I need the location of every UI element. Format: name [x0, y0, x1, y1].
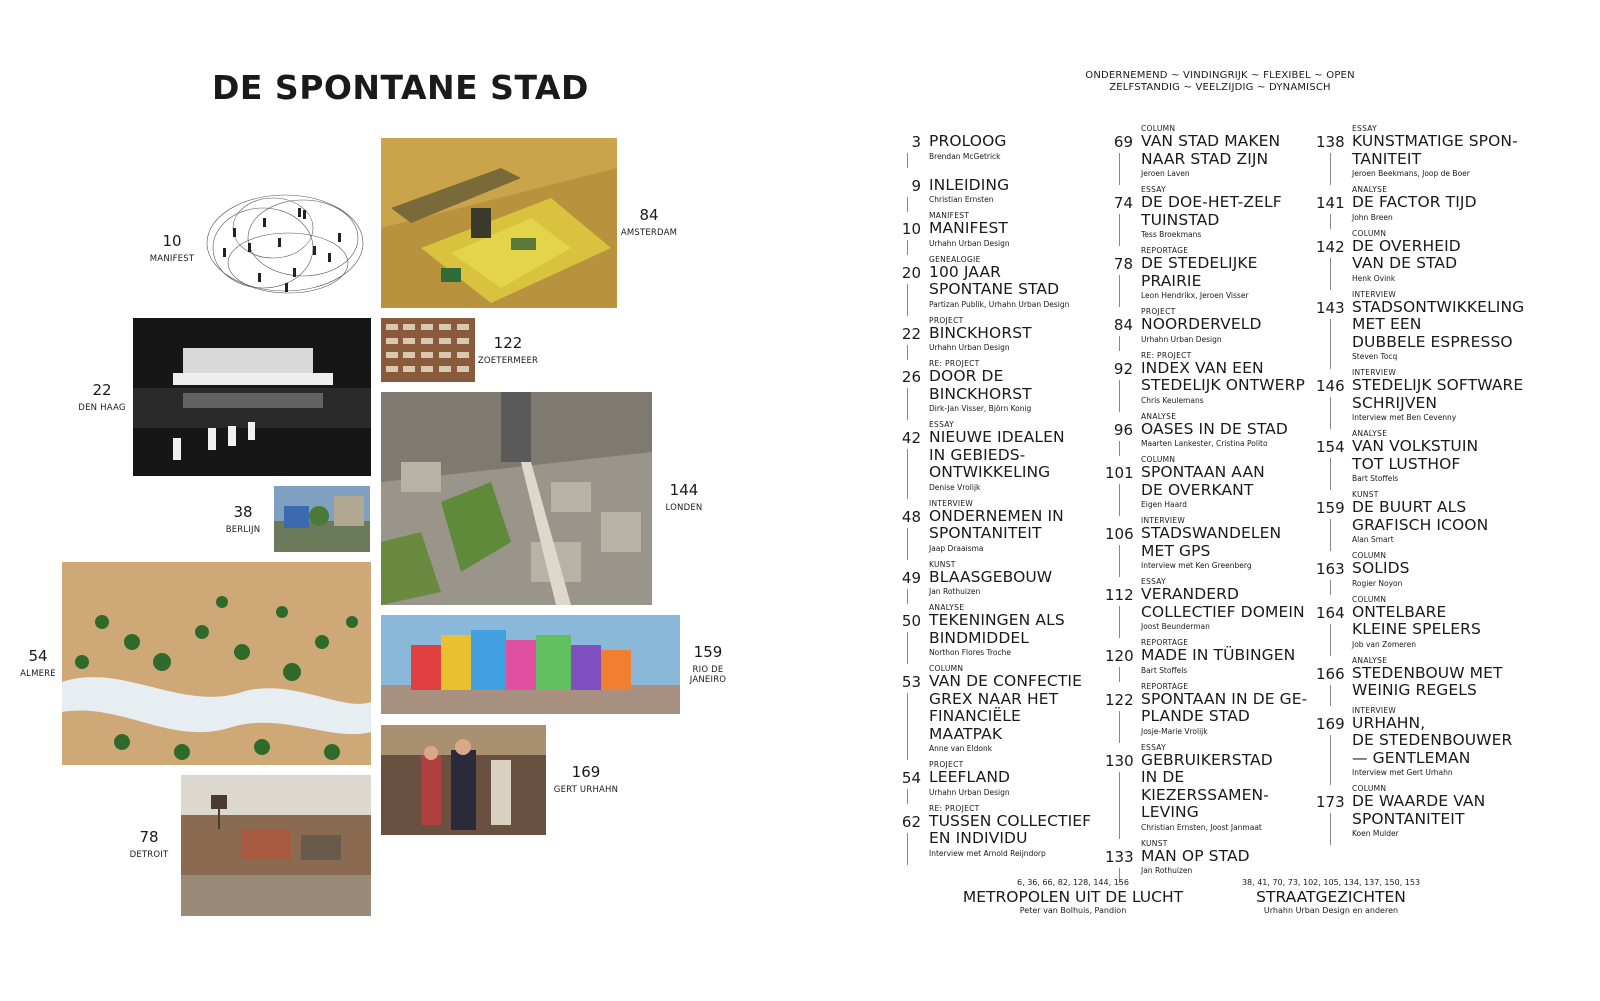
toc-connector-line [907, 240, 913, 255]
toc-entry [893, 499, 1098, 554]
toc-title: DE BUURT ALS GRAFISCH ICOON [1352, 498, 1489, 534]
photo-zoetermeer [381, 318, 475, 382]
toc-author: Interview met Ben Cevenny [1352, 413, 1457, 422]
toc-author: Joost Beunderman [1141, 622, 1210, 631]
toc-author: Jan Rothuizen [1141, 866, 1193, 875]
toc-entry [893, 603, 1098, 658]
photo-label [550, 763, 622, 795]
toc-category: INTERVIEW [1352, 705, 1397, 715]
toc-category: ESSAY [1141, 577, 1167, 586]
toc-entry [893, 804, 1098, 859]
photo-page-number: 78 [139, 828, 159, 846]
toc-author: Koen Mulder [1352, 829, 1399, 838]
toc-page-number: 138 [1316, 133, 1345, 151]
toc-connector-line [907, 345, 913, 360]
toc-page-number: 106 [1105, 525, 1134, 543]
toc-page-number: 10 [901, 220, 921, 238]
toc-title: URHAHN, DE STEDENBOUWER — GENTLEMAN [1352, 713, 1513, 767]
toc-category: KUNST [1141, 838, 1168, 848]
toc-connector-line [1119, 214, 1125, 246]
toc-page-number: 78 [1113, 255, 1133, 273]
toc-page-number: 96 [1113, 420, 1133, 439]
toc-page-number: 146 [1316, 377, 1345, 395]
toc-title: VAN VOLKSTUIN TOT LUSTHOF [1352, 437, 1479, 473]
toc-page-number: 50 [901, 612, 921, 630]
toc-entry [1316, 185, 1526, 223]
toc-page-number: 62 [901, 812, 921, 831]
toc-title: INDEX VAN EEN STEDELIJK ONTWERP [1141, 358, 1305, 394]
toc-entry [1105, 307, 1315, 345]
toc-entry [893, 420, 1098, 493]
photo-page-number: 169 [571, 763, 601, 781]
toc-author: Henk Ovink [1352, 273, 1396, 283]
photo-place: BERLIJN [225, 525, 261, 535]
photo-place: MANIFEST [149, 254, 195, 264]
toc-author: Northon Flores Troche [929, 648, 1011, 657]
toc-author: Jeroen Laven [1141, 169, 1190, 178]
toc-category: REPORTAGE [1141, 638, 1189, 647]
toc-column-3 [1316, 124, 1526, 845]
toc-entry [1105, 638, 1315, 676]
toc-page-number: 48 [901, 507, 921, 526]
toc-page-number: 22 [901, 324, 921, 343]
toc-page-number: 142 [1316, 237, 1345, 256]
toc-page-number: 122 [1105, 690, 1134, 709]
toc-page-number: 141 [1316, 194, 1345, 212]
toc-page-number: 154 [1316, 438, 1345, 456]
toc-entry [1105, 185, 1315, 240]
toc-author: Partizan Publik, Urhahn Urban Design [929, 299, 1070, 309]
photo-place: AMSTERDAM [620, 228, 678, 238]
toc-connector-line [1330, 519, 1336, 551]
toc-category: ESSAY [1352, 124, 1378, 133]
toc-column-1 [893, 124, 1098, 865]
photo-label [72, 381, 132, 413]
toc-connector-line [907, 833, 913, 865]
toc-title: SPONTAAN AAN DE OVERKANT [1141, 463, 1265, 499]
toc-title: VERANDERD COLLECTIEF DOMEIN [1141, 585, 1305, 621]
toc-connector-line [907, 589, 913, 604]
photo-page-number: 122 [493, 334, 523, 352]
photo-place: LONDEN [665, 503, 703, 513]
toc-title: PROLOOG [929, 132, 1007, 150]
toc-page-number: 92 [1113, 359, 1133, 378]
toc-title: VAN DE CONFECTIE GREX NAAR HET FINANCIËLE MAATPAK [929, 672, 1082, 743]
toc-category: ANALYSE [1141, 411, 1177, 421]
toc-category: ANALYSE [1352, 655, 1388, 665]
toc-author: Urhahn Urban Design [1141, 334, 1222, 344]
photo-amsterdam [381, 138, 617, 308]
toc-category: RE: PROJECT [929, 803, 980, 813]
toc-connector-line [1330, 319, 1336, 369]
bottom-series-streets [1226, 878, 1436, 916]
toc-title: SPONTAAN IN DE GE- PLANDE STAD [1141, 689, 1308, 725]
toc-connector-line [907, 197, 913, 212]
toc-category: ESSAY [929, 420, 955, 429]
toc-entry [1105, 682, 1315, 737]
toc-author: Jan Rothuizen [929, 587, 981, 596]
photo-label [213, 503, 273, 535]
toc-title: ONDERNEMEN IN SPONTANITEIT [929, 506, 1064, 542]
toc-entry [1105, 743, 1315, 833]
toc-author: Leon Hendrikx, Jeroen Visser [1141, 291, 1249, 300]
toc-connector-line [907, 388, 913, 420]
toc-entry [893, 560, 1098, 598]
toc-author: Eigen Haard [1141, 500, 1187, 509]
toc-entry [1105, 577, 1315, 632]
toc-category: INTERVIEW [1352, 289, 1397, 299]
series-title: METROPOLEN UIT DE LUCHT [962, 888, 1184, 906]
toc-connector-line [907, 153, 913, 168]
toc-page-number: 84 [1113, 316, 1133, 334]
photo-place: DETROIT [129, 850, 169, 860]
page-title: DE SPONTANE STAD [212, 68, 589, 107]
toc-entry [1105, 839, 1315, 877]
toc-author: Dirk-Jan Visser, Björn Konig [929, 404, 1032, 413]
toc-connector-line [1330, 397, 1336, 429]
photo-berlijn [274, 486, 370, 552]
toc-author: Jaap Draaisma [929, 543, 984, 553]
toc-category: PROJECT [929, 315, 964, 325]
toc-entry [1316, 368, 1526, 423]
photo-den-haag [133, 318, 371, 476]
toc-author: Josje-Marie Vrolijk [1141, 726, 1208, 736]
toc-connector-line [907, 632, 913, 664]
toc-entry [1316, 656, 1526, 700]
tagline-line-1: ONDERNEMEND ~ VINDINGRIJK ~ FLEXIBEL ~ OPEN [1085, 70, 1355, 81]
toc-category: MANIFEST [929, 211, 970, 220]
photo-place: ALMERE [20, 669, 56, 679]
toc-author: Christian Ernsten [929, 195, 994, 204]
toc-connector-line [1119, 380, 1125, 412]
toc-connector-line [1119, 545, 1125, 577]
photo-label [680, 643, 736, 685]
toc-entry [893, 168, 1098, 206]
toc-category: KUNST [1352, 490, 1379, 499]
toc-page-number: 133 [1105, 847, 1134, 866]
toc-connector-line [1119, 711, 1125, 743]
toc-connector-line [1330, 580, 1336, 595]
toc-page-number: 169 [1316, 714, 1345, 733]
toc-author: Brendan McGetrick [929, 151, 1001, 161]
toc-page-number: 74 [1113, 194, 1133, 212]
toc-entry [893, 664, 1098, 754]
photo-label [654, 481, 714, 513]
toc-title: MAN OP STAD [1141, 846, 1250, 865]
toc-title: STADSWANDELEN MET GPS [1141, 524, 1282, 560]
toc-category: COLUMN [1352, 594, 1387, 604]
toc-connector-line [907, 284, 913, 316]
toc-entry [1105, 124, 1315, 179]
toc-title: DE DOE-HET-ZELF TUINSTAD [1141, 193, 1282, 229]
toc-title: STEDELIJK SOFTWARE SCHRIJVEN [1352, 376, 1524, 412]
toc-title: NOORDERVELD [1141, 315, 1262, 333]
toc-category: REPORTAGE [1141, 681, 1189, 691]
toc-author: Interview met Ken Greenberg [1141, 561, 1252, 570]
toc-page-number: 53 [901, 673, 921, 691]
toc-title: ONTELBARE KLEINE SPELERS [1352, 602, 1481, 638]
toc-page-number: 120 [1105, 647, 1134, 665]
photo-label [142, 232, 202, 264]
photo-place: RIO DE JANEIRO [689, 665, 727, 685]
photo-place: GERT URHAHN [553, 785, 619, 795]
toc-title: DE OVERHEID VAN DE STAD [1352, 236, 1461, 272]
toc-title: VAN STAD MAKEN NAAR STAD ZIJN [1141, 132, 1281, 168]
toc-category: PROJECT [1141, 307, 1176, 316]
photo-label [10, 647, 66, 679]
toc-author: Job van Zomeren [1352, 639, 1417, 649]
toc-entry [893, 211, 1098, 249]
toc-category: COLUMN [1141, 455, 1176, 464]
toc-entry [1316, 429, 1526, 484]
photo-page-number: 38 [233, 503, 253, 521]
toc-author: Urhahn Urban Design [929, 238, 1010, 248]
manifest-diagram [203, 188, 368, 306]
toc-page-number: 49 [901, 568, 921, 587]
toc-connector-line [1119, 275, 1125, 307]
toc-category: ANALYSE [929, 603, 965, 612]
series-pages: 6, 36, 66, 82, 128, 144, 156 [1017, 878, 1129, 887]
photo-page-number: 144 [669, 481, 699, 499]
toc-author: Alan Smart [1352, 535, 1394, 544]
toc-page-number: 69 [1113, 133, 1133, 151]
toc-author: Anne van Eldonk [929, 744, 993, 753]
photo-almere [62, 562, 371, 765]
toc-category: PROJECT [929, 760, 964, 769]
toc-page-number: 166 [1316, 664, 1345, 683]
toc-category: GENEALOGIE [929, 254, 981, 264]
toc-entry [1316, 706, 1526, 779]
photo-gert-urhahn [381, 725, 546, 835]
tagline [1060, 70, 1380, 94]
toc-connector-line [1119, 606, 1125, 638]
toc-page-number: 143 [1316, 298, 1345, 317]
toc-category: COLUMN [1352, 551, 1387, 560]
toc-connector-line [1119, 484, 1125, 516]
tagline-line-2: ZELFSTANDIG ~ VEELZIJDIG ~ DYNAMISCH [1109, 82, 1331, 93]
toc-title: TEKENINGEN ALS BINDMIDDEL [929, 611, 1065, 647]
toc-entry [1316, 784, 1526, 839]
toc-category: INTERVIEW [1141, 516, 1186, 525]
toc-page-number: 101 [1105, 464, 1134, 482]
toc-title: DE FACTOR TIJD [1352, 193, 1477, 211]
toc-title: DOOR DE BINCKHORST [929, 367, 1032, 403]
toc-title: LEEFLAND [929, 768, 1011, 786]
toc-entry [1316, 290, 1526, 363]
toc-entry [1105, 246, 1315, 301]
toc-category: KUNST [929, 559, 956, 569]
toc-title: SOLIDS [1352, 559, 1410, 577]
photo-page-number: 10 [162, 232, 182, 250]
toc-category: COLUMN [1352, 784, 1387, 793]
bottom-series-aerial [955, 878, 1191, 916]
toc-entry [893, 316, 1098, 354]
toc-author: John Breen [1352, 212, 1393, 222]
toc-author: Denise Vrolijk [929, 482, 981, 492]
toc-title: 100 JAAR SPONTANE STAD [929, 262, 1060, 298]
toc-connector-line [1119, 441, 1125, 456]
toc-author: Maarten Lankester, Cristina Polito [1141, 439, 1268, 448]
photo-page-number: 84 [639, 206, 659, 224]
toc-title: MADE IN TÜBINGEN [1141, 646, 1296, 664]
toc-connector-line [1330, 735, 1336, 785]
toc-category: ANALYSE [1352, 429, 1388, 438]
photo-page-number: 159 [693, 643, 723, 661]
toc-connector-line [1119, 667, 1125, 682]
toc-connector-line [907, 528, 913, 560]
toc-page-number: 173 [1316, 793, 1345, 811]
toc-entry [1105, 351, 1315, 406]
toc-entry [1105, 412, 1315, 450]
toc-title: OASES IN DE STAD [1141, 419, 1288, 438]
toc-page-number: 130 [1105, 751, 1134, 770]
toc-entry [1316, 124, 1526, 179]
toc-title: STADSONTWIKKELING MET EEN DUBBELE ESPRESSO [1352, 297, 1525, 351]
toc-title: DE STEDELIJKE PRAIRIE [1141, 254, 1258, 290]
series-pages: 38, 41, 70, 73, 102, 105, 134, 137, 150, 153 [1241, 878, 1421, 887]
toc-entry [1105, 516, 1315, 571]
photo-page-number: 54 [28, 647, 48, 665]
toc-column-2 [1105, 124, 1315, 882]
toc-category: REPORTAGE [1141, 246, 1189, 255]
photo-label [618, 206, 680, 238]
photo-label [119, 828, 179, 860]
toc-entry [1316, 595, 1526, 650]
toc-entry [1316, 551, 1526, 589]
photo-place: DEN HAAG [78, 403, 126, 413]
toc-category: COLUMN [1352, 228, 1387, 238]
toc-connector-line [1119, 336, 1125, 351]
toc-category: ESSAY [1141, 185, 1167, 194]
toc-category: ANALYSE [1352, 185, 1388, 194]
toc-page-number: 3 [911, 133, 921, 151]
toc-title: DE WAARDE VAN SPONTANITEIT [1352, 792, 1486, 828]
toc-entry [893, 255, 1098, 310]
toc-category: RE: PROJECT [929, 359, 980, 368]
series-author: Peter van Bolhuis, Pandion [1019, 906, 1127, 915]
toc-entry [1316, 229, 1526, 284]
series-author: Urhahn Urban Design en anderen [1263, 906, 1399, 915]
toc-author: Urhahn Urban Design [929, 343, 1010, 352]
toc-title: INLEIDING [929, 175, 1010, 194]
toc-category: RE: PROJECT [1141, 350, 1192, 360]
toc-author: Bart Stoffels [1352, 474, 1399, 483]
toc-page-number: 54 [901, 769, 921, 787]
toc-page-number: 26 [901, 368, 921, 386]
toc-author: Rogier Noyon [1352, 578, 1403, 588]
toc-entry [893, 760, 1098, 798]
toc-connector-line [1330, 214, 1336, 229]
toc-connector-line [907, 789, 913, 804]
toc-connector-line [1330, 624, 1336, 656]
toc-connector-line [1330, 153, 1336, 185]
photo-place: ZOETERMEER [477, 356, 539, 366]
toc-page-number: 20 [901, 263, 921, 282]
photo-rio [381, 615, 680, 714]
photo-londen [381, 392, 652, 605]
toc-page-number: 164 [1316, 603, 1345, 622]
toc-title: STEDENBOUW MET WEINIG REGELS [1352, 663, 1503, 699]
toc-title: TUSSEN COLLECTIEF EN INDIVIDU [929, 811, 1092, 847]
toc-title: MANIFEST [929, 219, 1008, 237]
toc-connector-line [1119, 772, 1125, 839]
toc-connector-line [1330, 458, 1336, 490]
toc-author: Steven Tocq [1352, 352, 1398, 361]
series-title: STRAATGEZICHTEN [1256, 888, 1406, 906]
toc-author: Christian Ernsten, Joost Janmaat [1141, 822, 1262, 832]
toc-connector-line [1330, 258, 1336, 290]
toc-connector-line [1330, 813, 1336, 845]
toc-author: Interview met Arnold Reijndorp [929, 848, 1046, 858]
toc-author: Jeroen Beekmans, Joop de Boer [1352, 169, 1470, 178]
toc-author: Chris Keulemans [1141, 395, 1204, 405]
toc-page-number: 163 [1316, 560, 1345, 578]
toc-author: Tess Broekmans [1141, 230, 1202, 239]
toc-page-number: 159 [1316, 499, 1345, 517]
toc-category: INTERVIEW [929, 498, 974, 508]
toc-entry [1105, 455, 1315, 510]
toc-category: COLUMN [1141, 124, 1176, 133]
toc-category: INTERVIEW [1352, 368, 1397, 377]
toc-title: NIEUWE IDEALEN IN GEBIEDS- ONTWIKKELING [929, 428, 1065, 481]
toc-page-number: 42 [901, 429, 921, 447]
toc-title: GEBRUIKERSTAD IN DE KIEZERSSAMEN- LEVING [1141, 750, 1273, 821]
photo-label [477, 334, 539, 366]
toc-author: Bart Stoffels [1141, 665, 1188, 675]
photo-detroit [181, 775, 371, 916]
toc-connector-line [1119, 153, 1125, 185]
toc-title: KUNSTMATIGE SPON- TANITEIT [1352, 132, 1518, 168]
toc-entry [1316, 490, 1526, 545]
toc-title: BINCKHORST [929, 323, 1032, 342]
toc-author: Urhahn Urban Design [929, 787, 1010, 797]
toc-page-number: 9 [911, 176, 921, 195]
toc-entry [893, 359, 1098, 414]
toc-category: ESSAY [1141, 742, 1167, 752]
toc-connector-line [907, 693, 913, 760]
toc-category: COLUMN [929, 664, 964, 673]
toc-connector-line [907, 449, 913, 499]
photo-page-number: 22 [92, 381, 112, 399]
toc-entry [893, 124, 1098, 162]
toc-author: Interview met Gert Urhahn [1352, 768, 1453, 777]
toc-title: BLAASGEBOUW [929, 567, 1053, 586]
toc-connector-line [1330, 685, 1336, 706]
toc-page-number: 112 [1105, 586, 1134, 604]
